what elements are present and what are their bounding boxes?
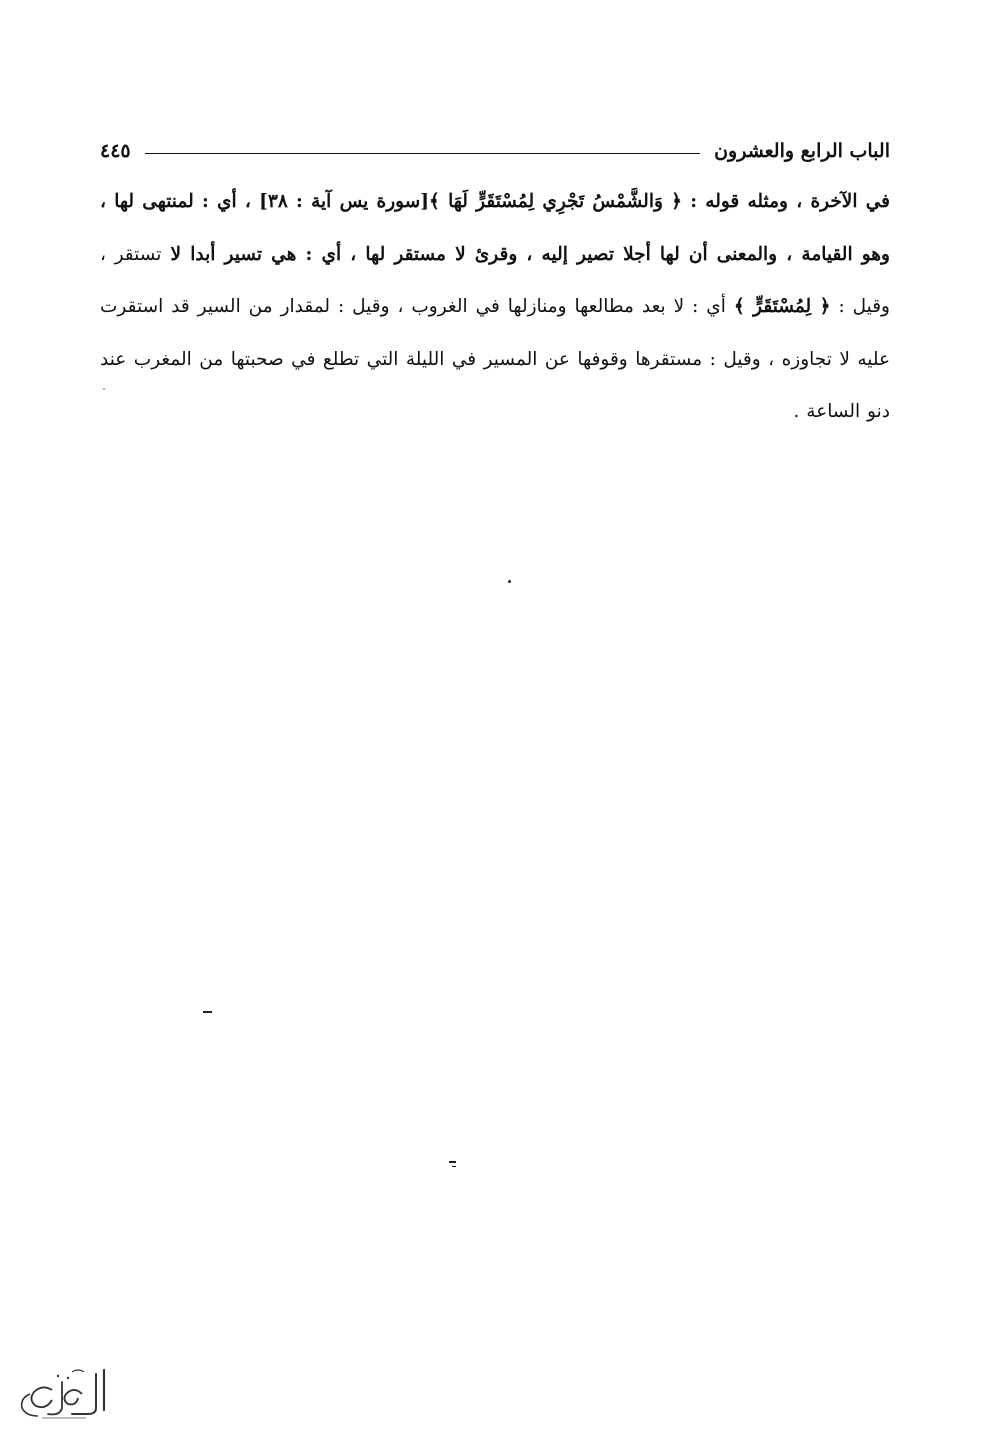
text-segment: في الآخرة ، ومثله قوله : [681, 191, 890, 212]
chapter-title: الباب الرابع والعشرون [714, 140, 890, 162]
page-number: ٤٤٥ [100, 140, 131, 162]
quran-verse: ﴿ وَالشَّمْسُ تَجْرِي لِمُسْتَقَرٍّ لَهَا ﴾ [429, 191, 682, 212]
header-rule [145, 153, 700, 154]
calligraphy-logo [12, 1364, 112, 1422]
scan-speck [452, 1166, 456, 1167]
text-segment: [سورة يس آية : ٣٨] ، أي : لمنتهى [134, 191, 429, 212]
scan-speck [449, 1161, 456, 1163]
scan-speck [508, 580, 511, 583]
body-paragraph [100, 176, 890, 439]
text-segment: تستقر ، وقيل : [100, 243, 890, 317]
text-segment: لها ، وهو القيامة ، والمعنى أن لها أجلا تصير إليه ، وقرئ لا مستقر لها ، أي : هي تسير أبدا لا [100, 191, 890, 265]
scan-speck [203, 1011, 212, 1013]
running-header [100, 134, 890, 168]
quran-verse: ﴿ لِمُسْتَقَرٍّ ﴾ [733, 296, 831, 317]
text-segment: أي : لا بعد مطالعها ومنازلها في الغروب ، وقيل : لمقدار من السير قد استقرت عليه لا تجاوزه ، وقيل : مستقرها وقوفها عن المسير في الليلة التي تطلع في صحبتها من المغرب عند دنو الساعة . [100, 296, 890, 422]
scan-speck [103, 388, 105, 390]
